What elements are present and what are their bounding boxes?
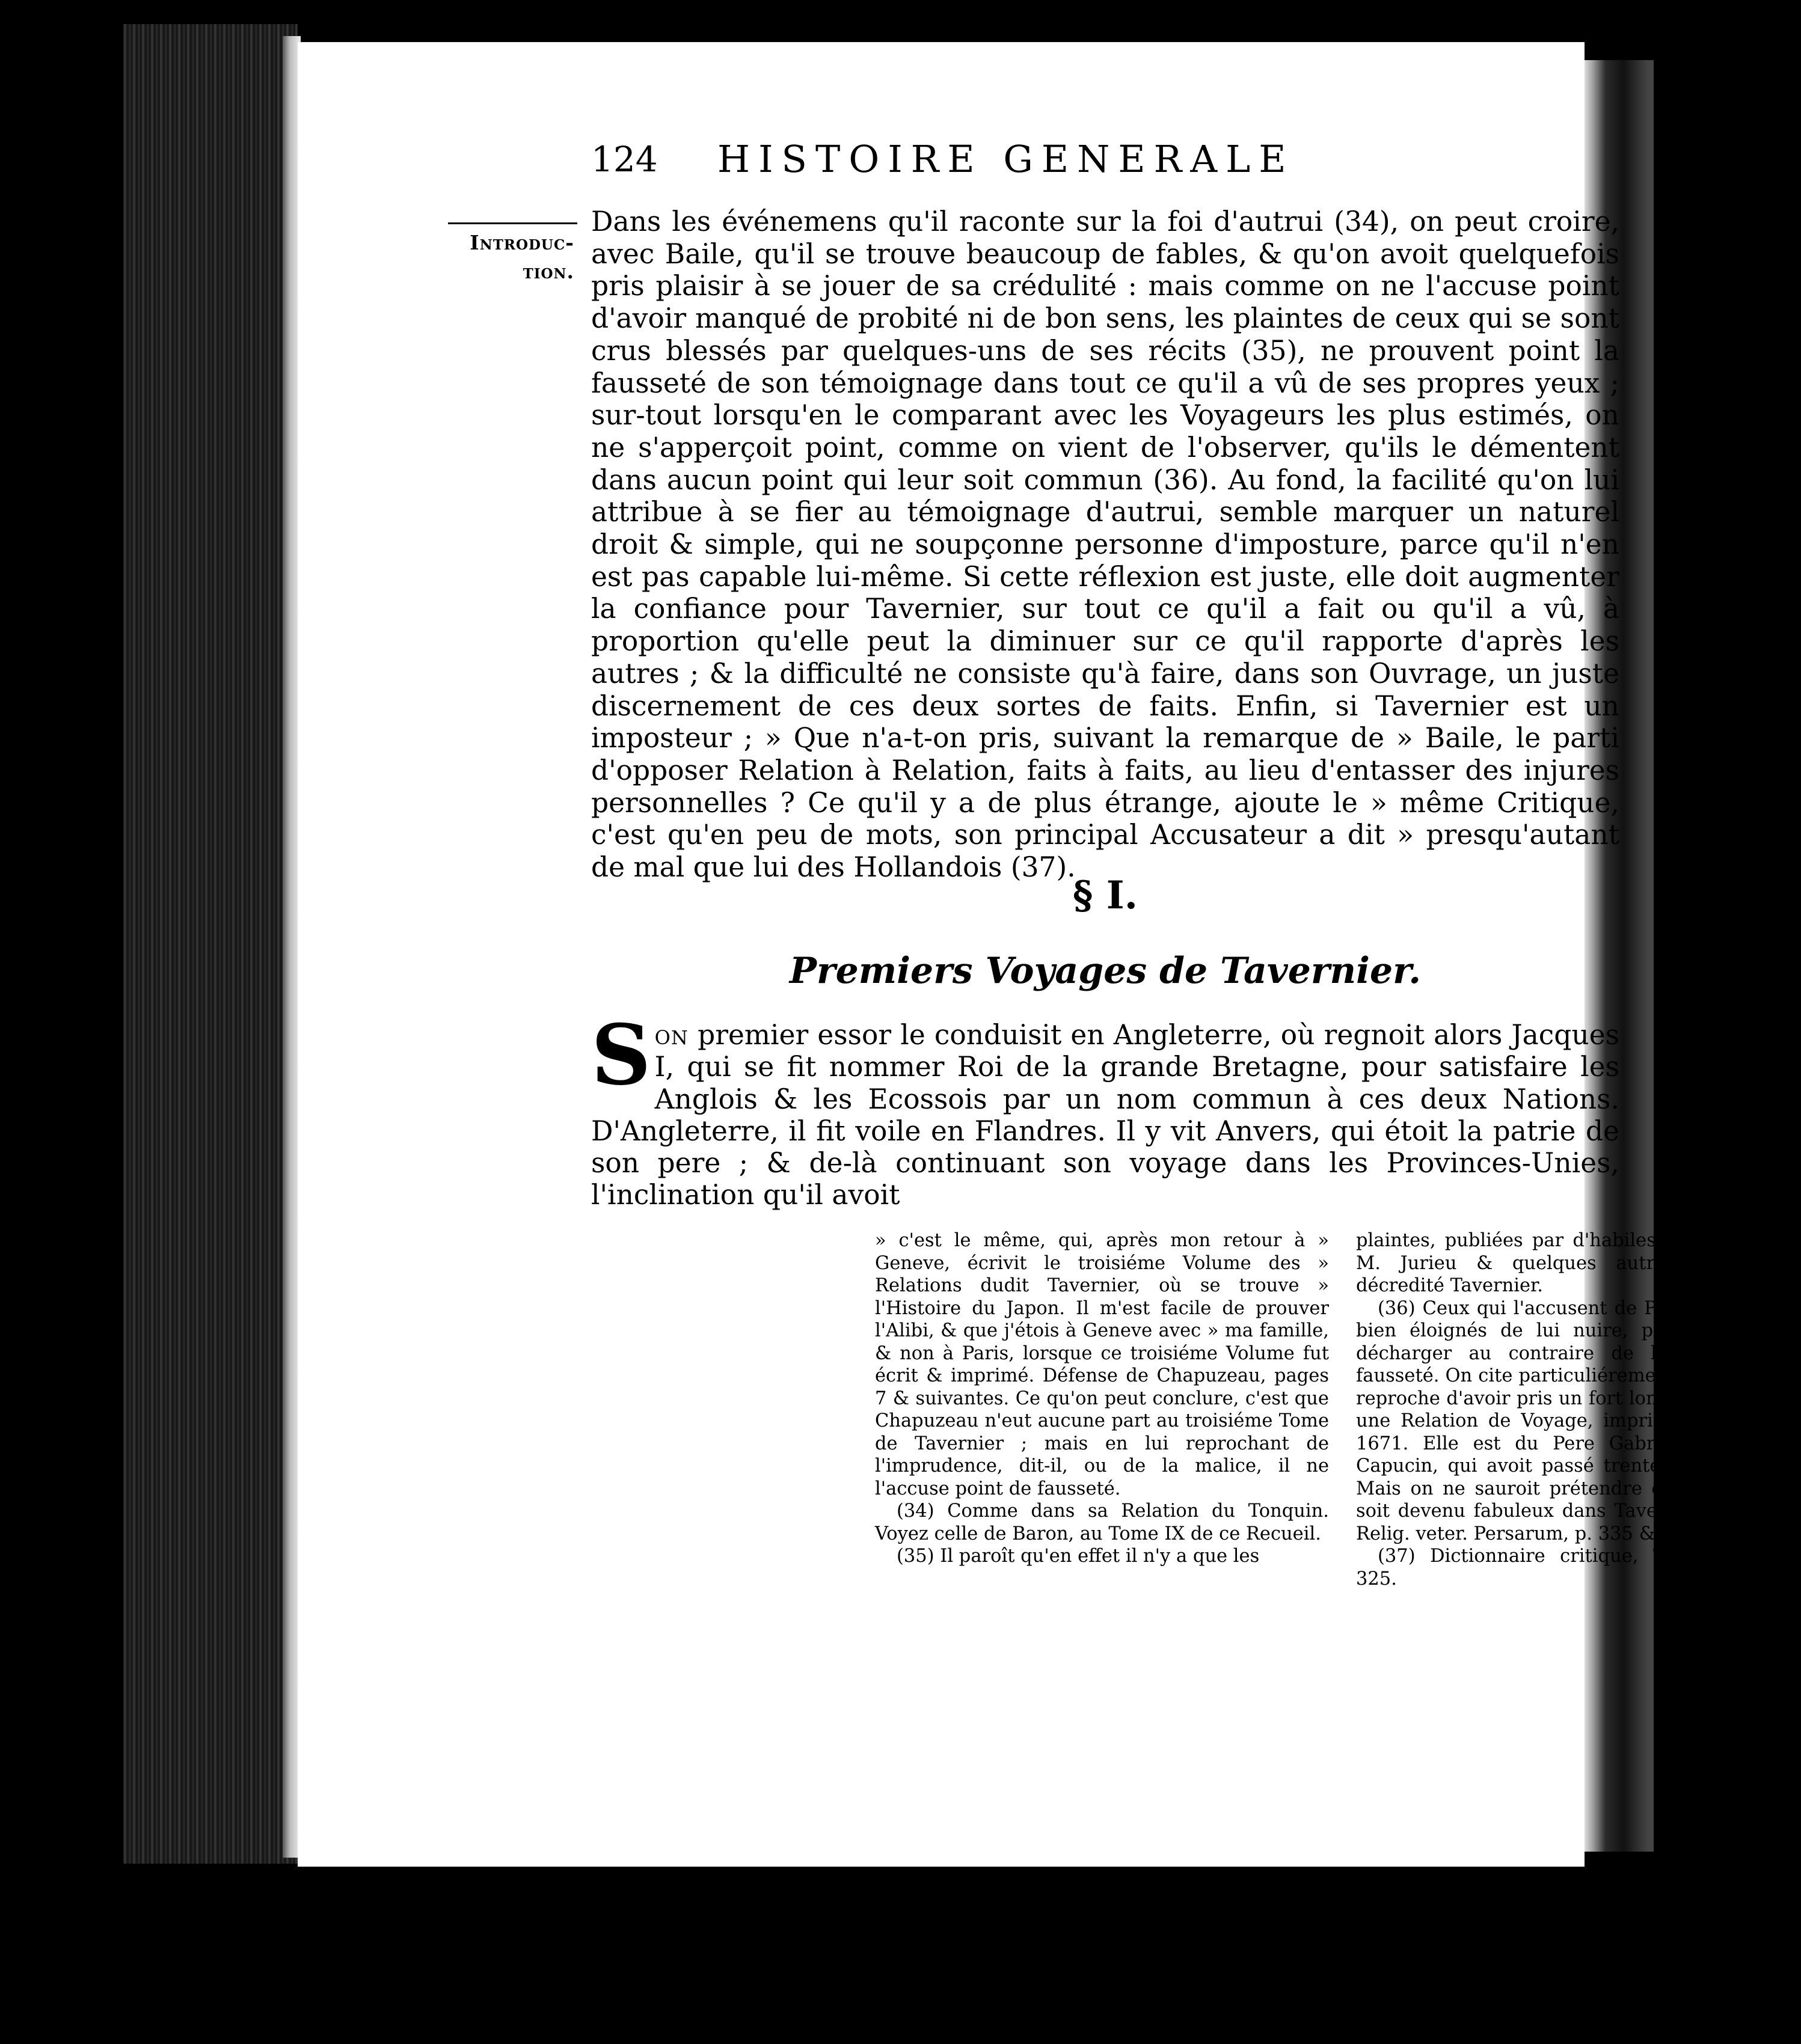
footnote-37: (37) Dictionnaire critique, Tome IV. page 325.	[1356, 1546, 1801, 1590]
book-binding	[123, 24, 298, 1864]
footnotes-left-column	[875, 1229, 1329, 1568]
footnote-36: (36) Ceux qui l'accusent de Plagiarisme sont bien éloignés de lui nuire, puisque c'est le décharger au contraire de l'accusation de fausseté. On cite particuliérement Hyde, qui lui reproche d'avoir pris un fort long passage dans une Relation de Voyage, imprimée à Lyon en 1671. Elle est du Pere Gabriel de Chinon, Capucin, qui avoit passé trente ans en Perse. Mais on ne sauroit prétendre que ce passage soit devenu fabuleux dans Tavernier. Hyde, de Relig. veter. Persarum, p. 335 & seq.	[1356, 1297, 1801, 1544]
book-page	[298, 42, 1801, 1867]
page-header	[591, 129, 1613, 201]
main-text	[591, 206, 1619, 884]
section-number: § I.	[1073, 873, 1138, 918]
margin-rule	[448, 222, 577, 224]
footnote-34: (34) Comme dans sa Relation du Tonquin. Voyez celle de Baron, au Tome IX de ce Recueil.	[875, 1501, 1329, 1544]
footnotes-right-column	[1356, 1229, 1801, 1590]
section-text	[591, 1006, 1619, 1211]
footnote-continuation: » c'est le même, qui, après mon retour à » Geneve, écrivit le troisiéme Volume des » Relations dudit Tavernier, où se trouve » l'Histoire du Japon. Il m'est facile de prouver l'Alibi, & que j'étois à Geneve avec » ma famille, & non à Paris, lorsque ce troisiéme Volume fut écrit & imprimé. Défense de Chapuzeau, pages 7 & suivantes. Ce qu'on peut conclure, c'est que Chapuzeau n'eut aucune part au troisiéme Tome de Tavernier ; mais en lui reprochant de l'imprudence, dit-il, ou de la malice, il ne l'accuse point de fausseté.	[875, 1230, 1329, 1499]
footnote-35-continuation: plaintes, publiées par d'habiles gens, tels que M. Jurieu & quelques autres, qui ayent décredité Tavernier.	[1356, 1230, 1801, 1296]
margin-note-line-1: Introduc-	[470, 231, 574, 254]
section-paragraph: premier essor le conduisit en Angleterre, où regnoit alors Jacques I, qui se fit nommer Roi de la grande Bretagne, pour satisfaire les Anglois & les Ecossois par un nom commun à ces deux Nations. D'Angleterre, il fit voile en Flandres. Il y vit Anvers, qui étoit la patrie de son pere ; & de-là continuant son voyage dans les Provinces-Unies, l'inclination qu'il avoit	[591, 1019, 1619, 1211]
first-word-rest: on	[654, 1019, 689, 1051]
margin-note-line-2: tion.	[523, 260, 574, 283]
drop-cap: S	[591, 1006, 651, 1104]
page-number: 124	[591, 139, 658, 180]
section-title: Premiers Voyages de Tavernier.	[789, 950, 1422, 992]
main-paragraph: Dans les événemens qu'il raconte sur la foi d'autrui (34), on peut croire, avec Baile, qu'il se trouve beaucoup de fables, & qu'on avoit quelquefois pris plaisir à se jouer de sa crédulité : mais comme on ne l'accuse point d'avoir manqué de probité ni de bon sens, les plaintes de ceux qui se sont crus blessés par quelques-uns de ses récits (35), ne prouvent point la fausseté de son témoignage dans tout ce qu'il a vû de ses propres yeux ; sur-tout lorsqu'en le comparant avec les Voyageurs les plus estimés, on ne s'apperçoit point, comme on vient de l'observer, qu'ils le démentent dans aucun point qui leur soit commun (36). Au fond, la facilité qu'on lui attribue à se fier au témoignage d'autrui, semble marquer un naturel droit & simple, qui ne soupçonne personne d'imposture, parce qu'il n'en est pas capable lui-même. Si cette réflexion est juste, elle doit augmenter la confiance pour Tavernier, sur tout ce qu'il a fait ou qu'il a vû, à proportion qu'elle peut la diminuer sur ce qu'il rapporte d'après les autres ; & la difficulté ne consiste qu'à faire, dans son Ouvrage, un juste discernement de ces deux sortes de faits. Enfin, si Tavernier est un imposteur ; » Que n'a-t-on pris, suivant la remarque de » Baile, le parti d'opposer Relation à Relation, faits à faits, au lieu d'entasser des injures personnelles ? Ce qu'il y a de plus étrange, ajoute le » même Critique, c'est qu'en peu de mots, son principal Accusateur a dit » presqu'autant de mal que lui des Hollandois (37).	[591, 206, 1619, 884]
footnote-35: (35) Il paroît qu'en effet il n'y a que les	[897, 1546, 1260, 1567]
margin-note	[442, 228, 574, 286]
running-head: HISTOIRE GENERALE	[717, 137, 1295, 181]
